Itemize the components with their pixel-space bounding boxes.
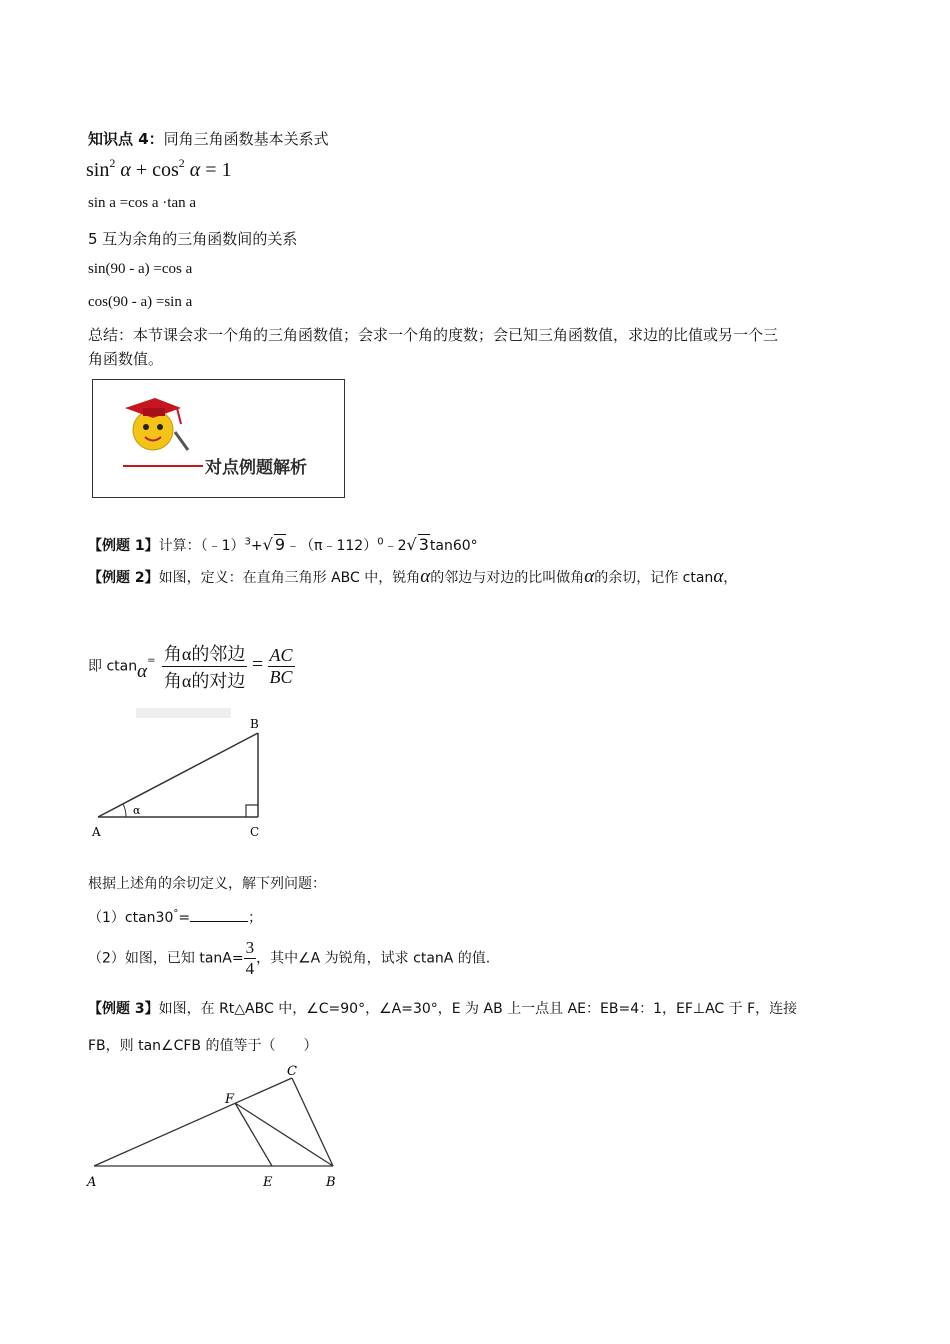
example-3-line-1: 【例题 3】如图，在 Rt△ABC 中，∠C=90°，∠A=30°，E 为 AB 上一点且 AE：EB=4：1，EF⊥AC 于 F，连接 [88,1001,798,1017]
example-2-prompt: 根据上述角的余切定义，解下列问题： [88,876,326,892]
summary-line-1: 总结：本节课会求一个角的三角函数值；会求一个角的度数；会已知三角函数值，求边的比值或另一个三 [88,326,779,344]
complement-cos: cos(90 - a) =sin a [88,294,193,310]
segment-ac [94,1078,292,1166]
angle-arc [123,804,126,817]
knowledge-point-4 [88,128,329,149]
label-c: C [250,825,260,839]
example-3-label: 【例题 3】 [88,1001,159,1017]
example-2-intro: 【例题 2】如图，定义：在直角三角形 ABC 中，锐角α的邻边与对边的比叫做角α的余切，记作 ctanα， [88,566,738,587]
complement-sin: sin(90 - a) =cos a [88,261,193,277]
banner-text: 对点例题解析 [205,458,307,478]
label-b: B [326,1175,336,1190]
tan-relation: sin a =cos a ·tan a [88,195,197,211]
identity-formula: $\sin^2 \alpha + \cos^2 \alpha = 1$ [86,156,232,181]
right-angle-mark [246,805,258,817]
knowledge-point-4-title: 知识点 4： [88,130,164,148]
ac-bc-fraction: $\frac{AC}{BC}$ [269,645,293,687]
example-2-label: 【例题 2】 [88,570,159,586]
label-c: C [287,1064,297,1079]
label-alpha: α [133,804,141,817]
example-1: 【例题 1】计算：（﹣1）$^3$+√ 9﹣（π﹣112）$^0$﹣2√ 3tan60° [88,535,478,554]
example-3-line-2: FB，则 tan∠CFB 的值等于（ ） [88,1038,318,1054]
triangle-abc-efb-figure [80,1058,360,1198]
knowledge-point-4-subtitle: 同角三角函数基本关系式 [163,130,329,148]
ratio-fraction: $\frac{\text{角α的邻边}}{\text{角α的对边}}$ [162,640,247,693]
three-quarters-fraction: $\frac{3}{4}$ [245,938,255,978]
example-banner [92,379,345,498]
side-ab [98,733,258,817]
question-2: （2）如图，已知 tanA= $\frac{3}{4}$ ，其中∠A 为锐角，试求 ctanA 的值. [88,938,491,978]
summary-line-2: 角函数值。 [88,350,164,368]
answer-blank [190,907,248,922]
label-b: B [250,717,259,731]
segment-fe [235,1103,272,1166]
label-a: A [87,1175,97,1190]
cotangent-definition: 即 ctanα= $\frac{\text{角α的邻边}}{\text{角α的对边}}$ = $\frac{AC}{BC}$ [88,640,295,693]
label-a: A [92,825,101,839]
question-1: （1）ctan30°= ； [88,908,263,926]
section-5-title: 5 互为余角的三角函数间的关系 [88,230,298,248]
triangle-abc-figure [86,706,286,846]
label-e: E [263,1175,273,1190]
example-1-label: 【例题 1】 [88,538,159,554]
label-f: F [225,1092,235,1107]
mascot-icon [93,380,344,497]
faded-watermark [136,708,231,718]
